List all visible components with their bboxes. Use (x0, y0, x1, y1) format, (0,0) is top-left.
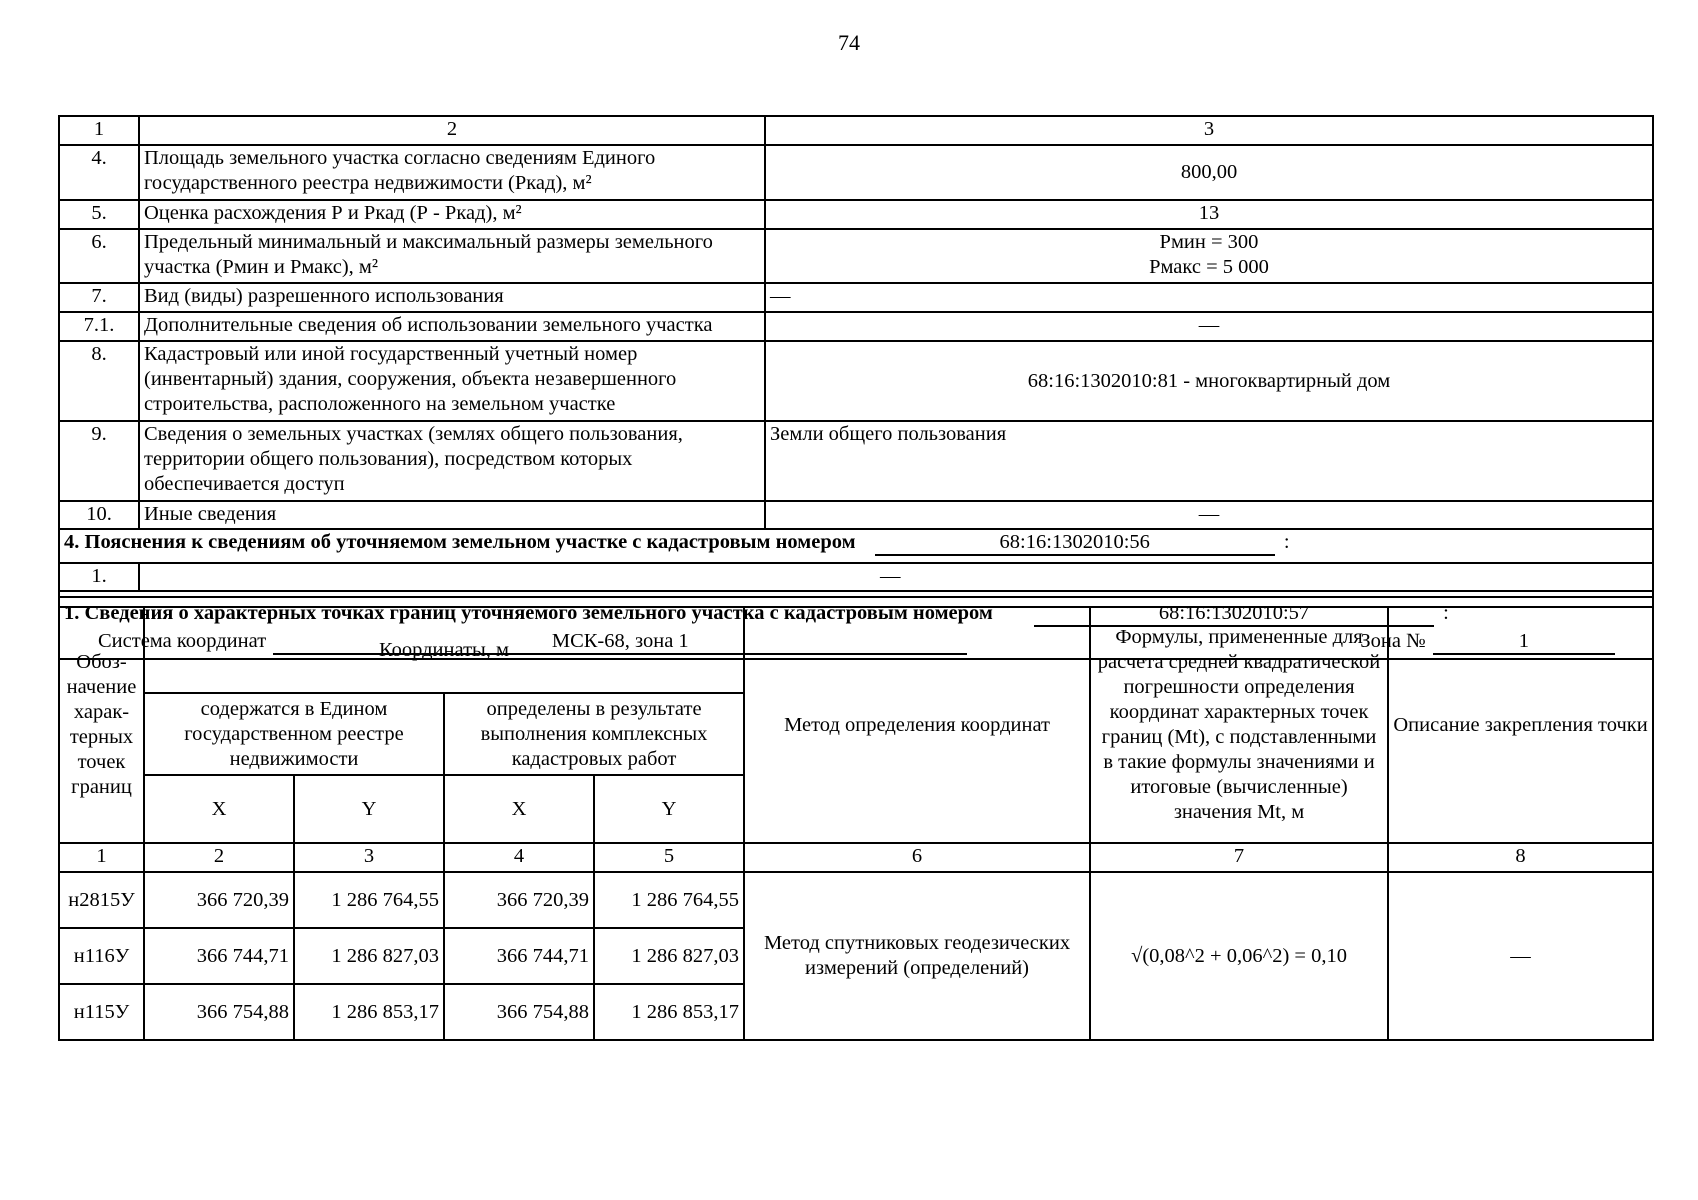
section4-title-row (59, 529, 1653, 563)
row-value: Земли общего пользования (765, 421, 1653, 501)
complex-x-value: 366 744,71 (444, 928, 594, 984)
coord-system-label: Система координат (98, 630, 267, 652)
min-size-value: Рмин = 300 (1159, 231, 1259, 253)
egrn-y-value: 1 286 853,17 (294, 984, 444, 1040)
complex-y-value: 1 286 764,55 (594, 872, 744, 928)
row-number: 1. (59, 563, 139, 591)
point-name: н2815У (59, 872, 144, 928)
row-value: — (765, 501, 1653, 529)
header-cell: 1 (59, 116, 139, 145)
coord-system-value: МСК-68, зона 1 (273, 629, 967, 655)
description-value: — (1388, 872, 1653, 1040)
egrn-y-value: 1 286 827,03 (294, 928, 444, 984)
complex-y-value: 1 286 853,17 (594, 984, 744, 1040)
row-number: 4. (59, 145, 139, 200)
column-number: 7 (1090, 843, 1388, 872)
egrn-x-value: 366 720,39 (144, 872, 294, 928)
section4-colon: : (1283, 531, 1290, 553)
section1-title: 1. Сведения о характерных точках границ уточняемого земельного участка с кадастровым номером (64, 602, 993, 624)
column-number: 2 (144, 843, 294, 872)
method-value: Метод спутниковых геодезических измерений (определений) (744, 872, 1090, 1040)
row-value: — (765, 312, 1653, 341)
section1-colon: : (1443, 602, 1449, 624)
row-label: Предельный минимальный и максимальный размеры земельного участка (Рмин и Рмакс), м² (139, 229, 765, 283)
row-label: Вид (виды) разрешенного использования (139, 283, 765, 312)
table-row (59, 563, 1653, 591)
row-label: Оценка расхождения Р и Ркад (Р - Ркад), м² (139, 200, 765, 229)
column-number: 6 (744, 843, 1090, 872)
complex-x-value: 366 754,88 (444, 984, 594, 1040)
column-number: 1 (59, 843, 144, 872)
section1-cadastral-number: 68:16:1302010:57 (1034, 601, 1434, 627)
header-cell: 2 (139, 116, 765, 145)
row-value: — (765, 283, 1653, 312)
table-row (59, 229, 1653, 283)
row-label: Дополнительные сведения об использовании земельного участка (139, 312, 765, 341)
y-header: Y (594, 775, 744, 843)
complex-x-value: 366 720,39 (444, 872, 594, 928)
complex-y-value: 1 286 827,03 (594, 928, 744, 984)
description-header: Описание закрепления точки (1388, 607, 1653, 843)
header-row (59, 607, 1653, 693)
x-header: X (444, 775, 594, 843)
method-header: Метод определения координат (744, 607, 1090, 843)
column-number: 5 (594, 843, 744, 872)
row-value: 13 (765, 200, 1653, 229)
egrn-header: содержатся в Едином государственном реестре недвижимости (144, 693, 444, 775)
row-value: — (139, 563, 1653, 591)
table-row (59, 421, 1653, 501)
row-number: 10. (59, 501, 139, 529)
row-label: Кадастровый или иной государственный учетный номер (инвентарный) здания, сооружения, объекта незавершенного строительства, расположенного на земельном участке (139, 341, 765, 421)
zone-value: 1 (1433, 629, 1615, 655)
row-number: 5. (59, 200, 139, 229)
table-row (59, 283, 1653, 312)
formula-header: Формулы, примененные для расчета средней квадратической погрешности определения координат характерных точек границ (Mt), с подставленными в такие формулы значениями и итоговые (вычисленные) значения Mt, м (1090, 607, 1388, 843)
point-name: н115У (59, 984, 144, 1040)
table-row (59, 872, 1653, 928)
row-number: 6. (59, 229, 139, 283)
row-number: 7. (59, 283, 139, 312)
boundary-points-table (58, 606, 1654, 1041)
complex-works-header: определены в результате выполнения комплексных кадастровых работ (444, 693, 744, 775)
column-number: 8 (1388, 843, 1653, 872)
zone-label: Зона № (1360, 630, 1426, 652)
designation-header: Обоз-начение харак-терных точек границ (59, 607, 144, 843)
column-number: 3 (294, 843, 444, 872)
table-row (59, 145, 1653, 200)
row-label: Иные сведения (139, 501, 765, 529)
y-header: Y (294, 775, 444, 843)
egrn-y-value: 1 286 764,55 (294, 872, 444, 928)
row-value (765, 229, 1653, 283)
point-name: н116У (59, 928, 144, 984)
row-number: 9. (59, 421, 139, 501)
egrn-x-value: 366 744,71 (144, 928, 294, 984)
row-number: 7.1. (59, 312, 139, 341)
row-value: 68:16:1302010:81 - многоквартирный дом (765, 341, 1653, 421)
section4-title: 4. Пояснения к сведениям об уточняемом земельном участке с кадастровым номером (64, 531, 856, 553)
page-number: 74 (838, 30, 860, 55)
table-row (59, 501, 1653, 529)
section4-cadastral-number: 68:16:1302010:56 (875, 530, 1275, 556)
egrn-x-value: 366 754,88 (144, 984, 294, 1040)
table-row (59, 312, 1653, 341)
table-row (59, 341, 1653, 421)
formula-value: √(0,08^2 + 0,06^2) = 0,10 (1090, 872, 1388, 1040)
header-cell: 3 (765, 116, 1653, 145)
column-number-row (59, 843, 1653, 872)
x-header: X (144, 775, 294, 843)
max-size-value: Рмакс = 5 000 (1149, 256, 1269, 278)
row-value: 800,00 (765, 145, 1653, 200)
land-plot-info-table (58, 115, 1654, 660)
column-number: 4 (444, 843, 594, 872)
row-number: 8. (59, 341, 139, 421)
row-label: Площадь земельного участка согласно сведениям Единого государственного реестра недвижимости (Ркад), м² (139, 145, 765, 200)
coordinates-header: Координаты, м (144, 607, 744, 693)
header-row (59, 116, 1653, 145)
table-row (59, 200, 1653, 229)
row-label: Сведения о земельных участках (землях общего пользования, территории общего пользования), посредством которых обеспечивается доступ (139, 421, 765, 501)
